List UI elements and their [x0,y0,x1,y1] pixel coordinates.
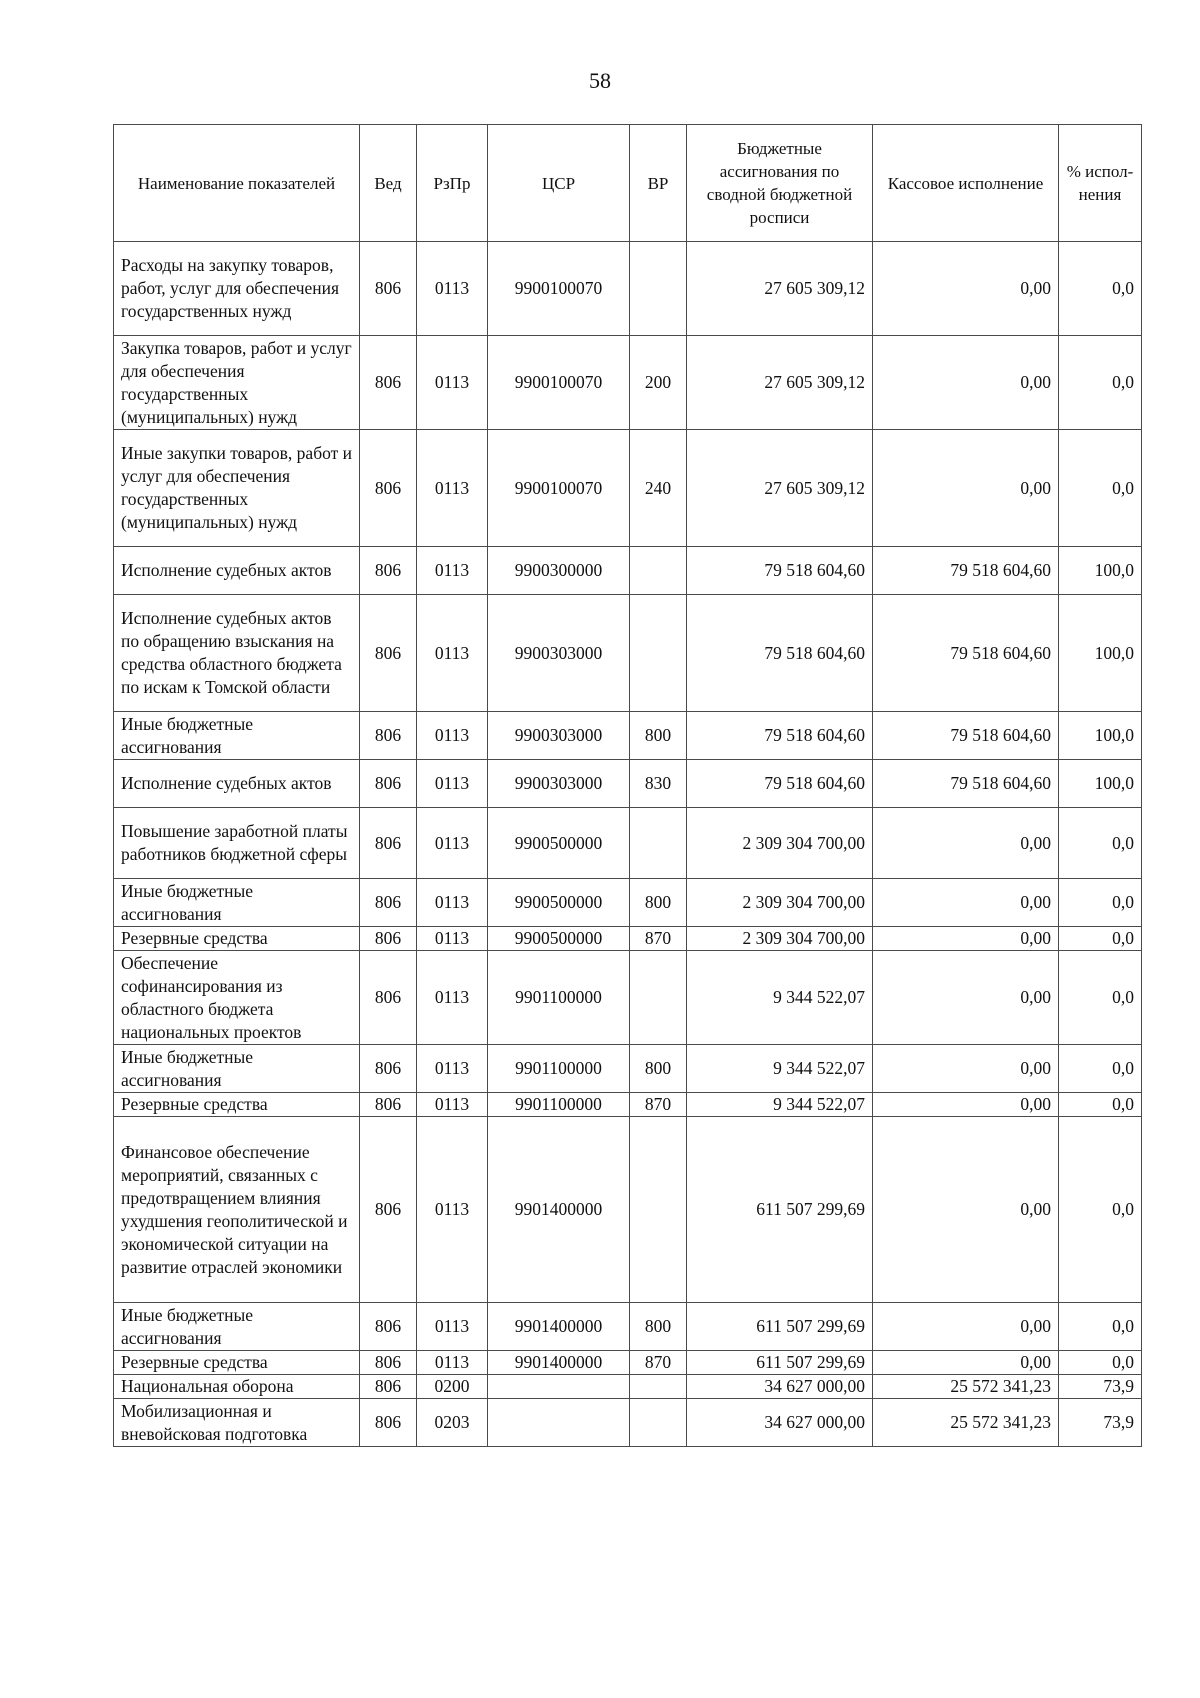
row-assigned: 34 627 000,00 [687,1375,873,1399]
row-rzpr: 0113 [417,1045,488,1093]
row-vr [630,1117,687,1303]
row-ved: 806 [360,430,417,547]
header-csr: ЦСР [488,125,630,242]
row-csr: 9900100070 [488,430,630,547]
row-rzpr: 0113 [417,879,488,927]
row-vr: 830 [630,760,687,808]
row-rzpr: 0113 [417,1303,488,1351]
row-ved: 806 [360,595,417,712]
row-rzpr: 0113 [417,1117,488,1303]
row-vr [630,242,687,336]
row-vr [630,808,687,879]
row-percent: 100,0 [1059,760,1142,808]
row-assigned: 2 309 304 700,00 [687,927,873,951]
row-assigned: 9 344 522,07 [687,951,873,1045]
row-executed: 0,00 [873,927,1059,951]
row-vr: 800 [630,1045,687,1093]
row-executed: 79 518 604,60 [873,595,1059,712]
row-ved: 806 [360,1303,417,1351]
row-percent: 0,0 [1059,927,1142,951]
row-executed: 0,00 [873,242,1059,336]
row-ved: 806 [360,336,417,430]
row-rzpr: 0113 [417,242,488,336]
row-assigned: 611 507 299,69 [687,1303,873,1351]
row-rzpr: 0113 [417,336,488,430]
row-csr: 9900500000 [488,808,630,879]
row-rzpr: 0113 [417,430,488,547]
row-ved: 806 [360,547,417,595]
row-assigned: 2 309 304 700,00 [687,879,873,927]
row-assigned: 79 518 604,60 [687,547,873,595]
row-ved: 806 [360,712,417,760]
row-executed: 0,00 [873,1303,1059,1351]
row-name: Исполнение судебных актов по обращению взыскания на средства областного бюджета по искам к Томской области [114,595,360,712]
row-name: Иные бюджетные ассигнования [114,1303,360,1351]
row-ved: 806 [360,927,417,951]
row-csr: 9901100000 [488,1045,630,1093]
row-csr: 9901400000 [488,1117,630,1303]
row-ved: 806 [360,1399,417,1447]
row-csr: 9901400000 [488,1303,630,1351]
row-ved: 806 [360,760,417,808]
row-vr [630,1375,687,1399]
table-row [114,879,1142,927]
row-rzpr: 0113 [417,1093,488,1117]
row-assigned: 611 507 299,69 [687,1117,873,1303]
row-name: Исполнение судебных актов [114,547,360,595]
table-row [114,1045,1142,1093]
row-assigned: 2 309 304 700,00 [687,808,873,879]
row-vr: 870 [630,1351,687,1375]
row-name: Мобилизационная и вневойсковая подготовка [114,1399,360,1447]
row-vr [630,1399,687,1447]
row-assigned: 27 605 309,12 [687,242,873,336]
row-percent: 0,0 [1059,879,1142,927]
row-name: Повышение заработной платы работников бюджетной сферы [114,808,360,879]
table-row [114,1351,1142,1375]
row-assigned: 34 627 000,00 [687,1399,873,1447]
header-percent: % испол-нения [1059,125,1142,242]
row-rzpr: 0113 [417,547,488,595]
row-name: Финансовое обеспечение мероприятий, связанных с предотвращением влияния ухудшения геополитической и экономической ситуации на развитие отраслей экономики [114,1117,360,1303]
row-percent: 73,9 [1059,1375,1142,1399]
table-row [114,547,1142,595]
row-vr: 870 [630,927,687,951]
row-assigned: 9 344 522,07 [687,1045,873,1093]
header-name: Наименование показателей [114,125,360,242]
row-executed: 0,00 [873,808,1059,879]
row-ved: 806 [360,242,417,336]
row-vr: 800 [630,712,687,760]
row-assigned: 79 518 604,60 [687,712,873,760]
table-row [114,1303,1142,1351]
header-ved: Вед [360,125,417,242]
row-vr [630,951,687,1045]
row-csr: 9900303000 [488,595,630,712]
row-name: Иные бюджетные ассигнования [114,712,360,760]
row-name: Иные бюджетные ассигнования [114,879,360,927]
table-row [114,760,1142,808]
row-executed: 0,00 [873,430,1059,547]
row-rzpr: 0113 [417,760,488,808]
table-body [114,242,1142,1447]
header-row [114,125,1142,242]
row-csr: 9900100070 [488,336,630,430]
table-row [114,1399,1142,1447]
row-assigned: 9 344 522,07 [687,1093,873,1117]
row-vr: 240 [630,430,687,547]
row-ved: 806 [360,1351,417,1375]
row-percent: 0,0 [1059,808,1142,879]
row-rzpr: 0113 [417,1351,488,1375]
row-vr: 870 [630,1093,687,1117]
row-ved: 806 [360,1117,417,1303]
row-percent: 0,0 [1059,242,1142,336]
table-row [114,712,1142,760]
row-ved: 806 [360,951,417,1045]
row-ved: 806 [360,1093,417,1117]
table-row [114,808,1142,879]
row-assigned: 27 605 309,12 [687,336,873,430]
row-executed: 0,00 [873,336,1059,430]
row-vr [630,547,687,595]
row-name: Закупка товаров, работ и услуг для обеспечения государственных (муниципальных) нужд [114,336,360,430]
row-name: Иные бюджетные ассигнования [114,1045,360,1093]
row-rzpr: 0113 [417,712,488,760]
row-percent: 73,9 [1059,1399,1142,1447]
row-name: Резервные средства [114,927,360,951]
row-percent: 0,0 [1059,1303,1142,1351]
row-csr: 9901100000 [488,1093,630,1117]
table-row [114,242,1142,336]
row-executed: 25 572 341,23 [873,1375,1059,1399]
row-executed: 79 518 604,60 [873,547,1059,595]
row-executed: 25 572 341,23 [873,1399,1059,1447]
row-percent: 0,0 [1059,1045,1142,1093]
table-row [114,1375,1142,1399]
row-executed: 0,00 [873,879,1059,927]
page-number: 58 [589,68,611,93]
row-percent: 0,0 [1059,1351,1142,1375]
row-assigned: 79 518 604,60 [687,760,873,808]
header-assigned: Бюджетные ассигнования по сводной бюджетной росписи [687,125,873,242]
row-rzpr: 0113 [417,595,488,712]
table-row [114,1093,1142,1117]
row-vr: 800 [630,1303,687,1351]
row-percent: 100,0 [1059,712,1142,760]
row-executed: 0,00 [873,1117,1059,1303]
row-executed: 0,00 [873,951,1059,1045]
row-assigned: 611 507 299,69 [687,1351,873,1375]
row-ved: 806 [360,1045,417,1093]
row-csr [488,1375,630,1399]
row-csr: 9900303000 [488,712,630,760]
row-percent: 0,0 [1059,1093,1142,1117]
row-percent: 0,0 [1059,951,1142,1045]
row-csr: 9900100070 [488,242,630,336]
row-executed: 0,00 [873,1045,1059,1093]
row-rzpr: 0203 [417,1399,488,1447]
header-vr: ВР [630,125,687,242]
row-percent: 0,0 [1059,430,1142,547]
table-row [114,595,1142,712]
row-name: Резервные средства [114,1093,360,1117]
row-csr: 9900300000 [488,547,630,595]
row-rzpr: 0113 [417,808,488,879]
row-assigned: 27 605 309,12 [687,430,873,547]
row-rzpr: 0113 [417,951,488,1045]
row-percent: 100,0 [1059,547,1142,595]
row-percent: 0,0 [1059,1117,1142,1303]
row-ved: 806 [360,879,417,927]
row-csr: 9901100000 [488,951,630,1045]
row-vr: 800 [630,879,687,927]
row-name: Обеспечение софинансирования из областного бюджета национальных проектов [114,951,360,1045]
row-csr: 9900500000 [488,879,630,927]
row-vr: 200 [630,336,687,430]
row-name: Национальная оборона [114,1375,360,1399]
row-executed: 0,00 [873,1351,1059,1375]
header-rzpr: РзПр [417,125,488,242]
row-percent: 100,0 [1059,595,1142,712]
header-executed: Кассовое исполнение [873,125,1059,242]
row-executed: 79 518 604,60 [873,712,1059,760]
row-vr [630,595,687,712]
row-ved: 806 [360,1375,417,1399]
row-name: Иные закупки товаров, работ и услуг для обеспечения государственных (муниципальных) нужд [114,430,360,547]
row-executed: 0,00 [873,1093,1059,1117]
budget-execution-table [113,124,1142,1447]
row-rzpr: 0200 [417,1375,488,1399]
row-csr: 9900303000 [488,760,630,808]
row-name: Резервные средства [114,1351,360,1375]
table-row [114,1117,1142,1303]
row-executed: 79 518 604,60 [873,760,1059,808]
row-name: Исполнение судебных актов [114,760,360,808]
table-row [114,336,1142,430]
row-csr: 9901400000 [488,1351,630,1375]
table-row [114,927,1142,951]
table-row [114,430,1142,547]
row-csr: 9900500000 [488,927,630,951]
row-assigned: 79 518 604,60 [687,595,873,712]
row-ved: 806 [360,808,417,879]
row-csr [488,1399,630,1447]
table-header [114,125,1142,242]
row-rzpr: 0113 [417,927,488,951]
table-row [114,951,1142,1045]
row-percent: 0,0 [1059,336,1142,430]
row-name: Расходы на закупку товаров, работ, услуг для обеспечения государственных нужд [114,242,360,336]
